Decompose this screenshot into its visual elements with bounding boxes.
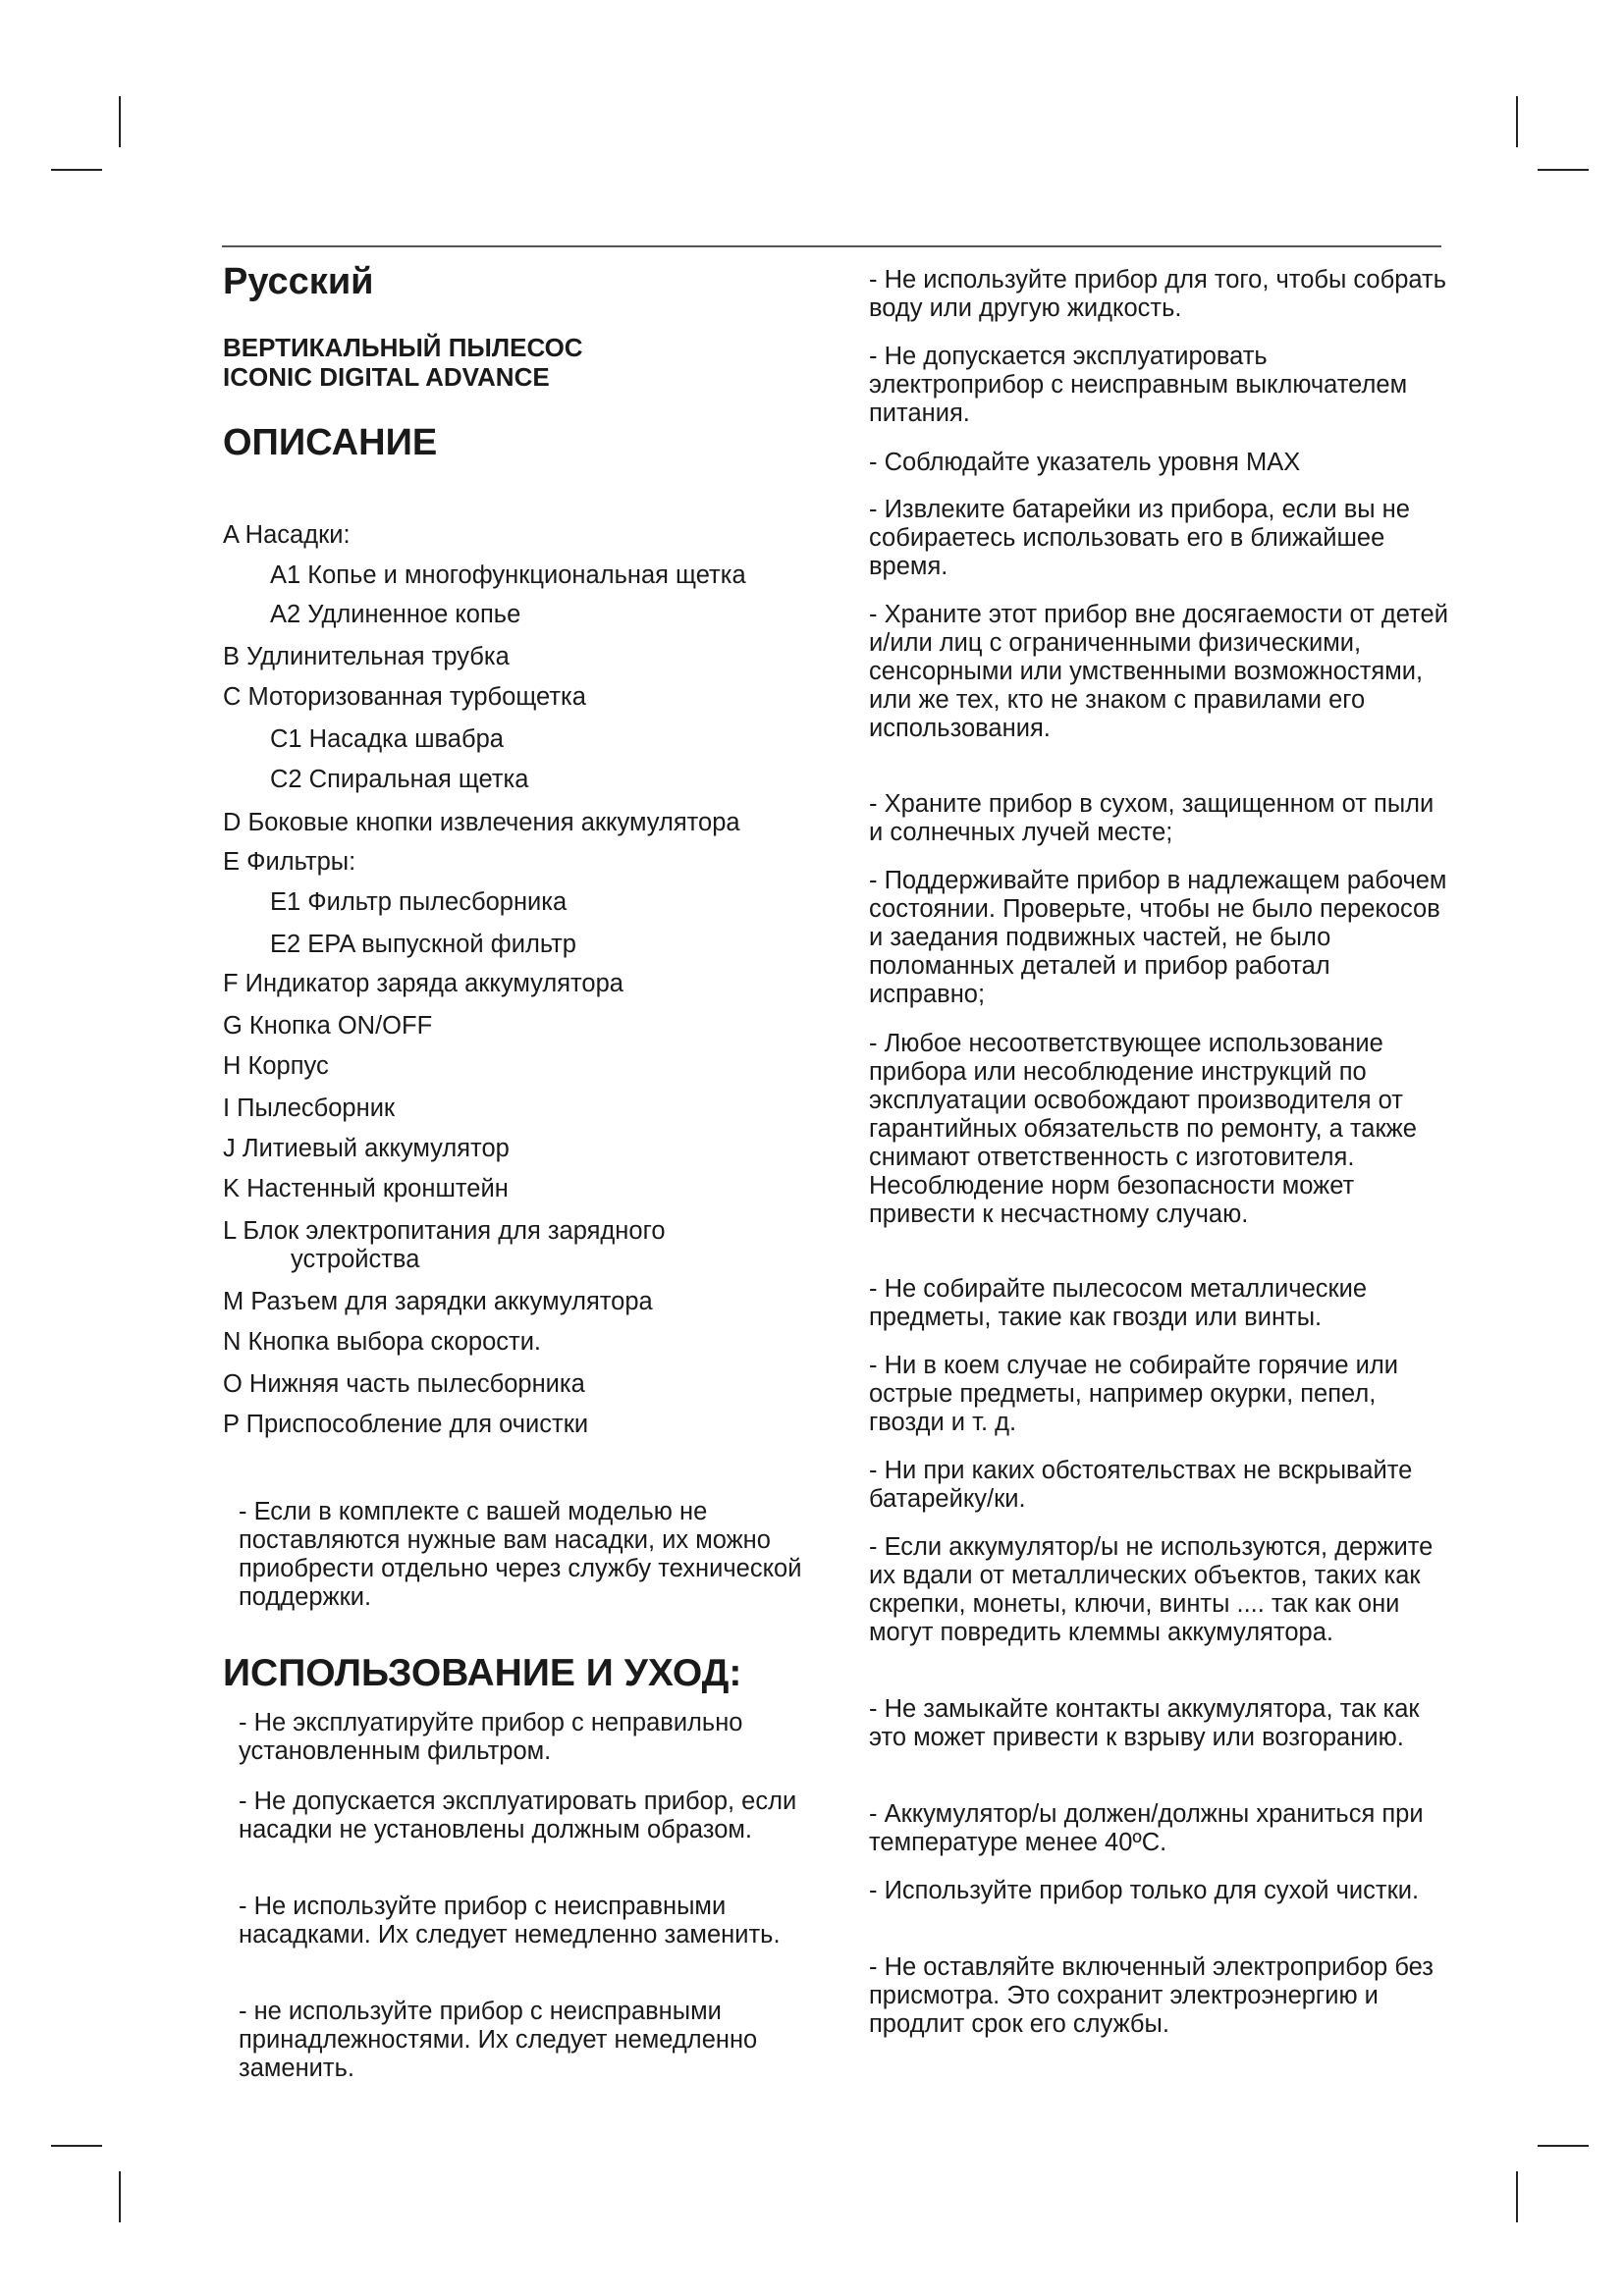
product-title — [223, 333, 583, 392]
use-care-paragraph: - Аккумулятор/ы должен/должны храниться при температуре менее 40ºC. — [869, 1800, 1424, 1856]
list-item: F Индикатор заряда аккумулятора — [223, 970, 623, 997]
use-care-paragraph: - Не эксплуатируйте прибор с неправильно установленным фильтром. — [239, 1709, 743, 1765]
use-care-paragraph: - Не используйте прибор с неисправными насадками. Их следует немедленно заменить. — [239, 1893, 781, 1949]
list-item: D Боковые кнопки извлечения аккумулятора — [223, 809, 740, 836]
use-care-paragraph: - Не собирайте пылесосом металлические предметы, такие как гвозди или винты. — [869, 1275, 1368, 1331]
header-rule — [222, 245, 1441, 247]
list-item: E1 Фильтр пылесборника — [270, 888, 568, 916]
list-item: C Моторизованная турбощетка — [223, 683, 586, 711]
list-item: I Пылесборник — [223, 1095, 396, 1122]
use-care-paragraph: - Соблюдайте указатель уровня MAX — [869, 449, 1301, 476]
list-item: N Кнопка выбора скорости. — [223, 1328, 542, 1356]
use-care-paragraph: - Любое несоответствующее использование прибора или несоблюдение инструкций по эксплуатации освобождают производителя от гарантийных обязательств по ремонту, а также снимают ответственность с изготовителя. Несоблюдение норм безопасности может привести к несчастному случаю. — [869, 1030, 1417, 1228]
accessories-note: - Если в комплекте с вашей моделью не поставляются нужные вам насадки, их можно приобрести отдельно через службу технической поддержки. — [239, 1498, 802, 1611]
list-item: K Настенный кронштейн — [223, 1175, 509, 1202]
use-care-paragraph: - Ни при каких обстоятельствах не вскрывайте батарейку/ки. — [869, 1457, 1413, 1513]
crop-mark-bottom-right-vertical — [1516, 2171, 1518, 2222]
use-care-heading: ИСПОЛЬЗОВАНИЕ И УХОД: — [223, 1652, 742, 1694]
list-item: A1 Копье и многофункциональная щетка — [270, 561, 746, 589]
product-title-line-2: ICONIC DIGITAL ADVANCE — [223, 362, 550, 392]
crop-mark-bottom-right-horizontal — [1538, 2145, 1589, 2147]
list-item: G Кнопка ON/OFF — [223, 1012, 433, 1040]
crop-mark-bottom-left-horizontal — [51, 2145, 102, 2147]
use-care-paragraph: - Не допускается эксплуатировать электроприбор с неисправным выключателем питания. — [869, 343, 1408, 427]
list-item: O Нижняя часть пылесборника — [223, 1370, 585, 1398]
list-item: L Блок электропитания для зарядного — [223, 1217, 666, 1245]
crop-mark-top-right-vertical — [1516, 96, 1518, 147]
crop-mark-top-left-vertical — [119, 96, 121, 147]
list-item: E Фильтры: — [223, 848, 356, 876]
list-item: B Удлинительная трубка — [223, 643, 510, 670]
list-item: M Разъем для зарядки аккумулятора — [223, 1288, 653, 1315]
description-heading: ОПИСАНИЕ — [223, 422, 438, 463]
use-care-paragraph: - не используйте прибор с неисправными принадлежностями. Их следует немедленно заменить. — [239, 1998, 758, 2082]
use-care-paragraph: - Храните этот прибор вне досягаемости от детей и/или лиц с ограниченными физическими, сенсорными или умственными возможностями, или же тех, кто не знаком с правилами его использования. — [869, 601, 1448, 742]
use-care-paragraph: - Не допускается эксплуатировать прибор, если насадки не установлены должным образом. — [239, 1788, 797, 1843]
crop-mark-bottom-left-vertical — [119, 2171, 121, 2222]
use-care-paragraph: - Ни в коем случае не собирайте горячие или острые предметы, например окурки, пепел, гвозди и т. д. — [869, 1352, 1398, 1436]
use-care-paragraph: - Используйте прибор только для сухой чистки. — [869, 1877, 1420, 1904]
list-item: C1 Насадка швабра — [270, 725, 504, 753]
list-item: A2 Удлиненное копье — [270, 601, 521, 628]
list-item: A Насадки: — [223, 521, 351, 549]
use-care-paragraph: - Не используйте прибор для того, чтобы собрать воду или другую жидкость. — [869, 266, 1446, 322]
crop-mark-top-left-horizontal — [51, 169, 102, 171]
list-item: P Приспособление для очистки — [223, 1411, 589, 1438]
use-care-paragraph: - Не оставляйте включенный электроприбор без присмотра. Это сохранит электроэнергию и продлит срок его службы. — [869, 1953, 1434, 2038]
use-care-paragraph: - Храните прибор в сухом, защищенном от пыли и солнечных лучей месте; — [869, 790, 1435, 846]
product-title-line-1: ВЕРТИКАЛЬНЫЙ ПЫЛЕСОС — [223, 333, 583, 362]
list-item: E2 EPA выпускной фильтр — [270, 931, 576, 958]
list-item-continuation: устройства — [291, 1246, 420, 1273]
list-item: H Корпус — [223, 1052, 329, 1080]
list-item: J Литиевый аккумулятор — [223, 1135, 510, 1162]
use-care-paragraph: - Если аккумулятор/ы не используются, держите их вдали от металлических объектов, таких как скрепки, монеты, ключи, винты .... так как они могут повредить клеммы аккумулятора. — [869, 1533, 1434, 1646]
crop-mark-top-right-horizontal — [1538, 169, 1589, 171]
language-title: Русский — [223, 261, 374, 302]
list-item: C2 Спиральная щетка — [270, 766, 529, 793]
use-care-paragraph: - Поддерживайте прибор в надлежащем рабочем состоянии. Проверьте, чтобы не было перекосов и заедания подвижных частей, не было поломанных деталей и прибор работал исправно; — [869, 867, 1447, 1008]
use-care-paragraph: - Не замыкайте контакты аккумулятора, так как это может привести к взрыву или возгоранию. — [869, 1695, 1420, 1751]
use-care-paragraph: - Извлеките батарейки из прибора, если вы не собираетесь использовать его в ближайшее время. — [869, 496, 1410, 580]
